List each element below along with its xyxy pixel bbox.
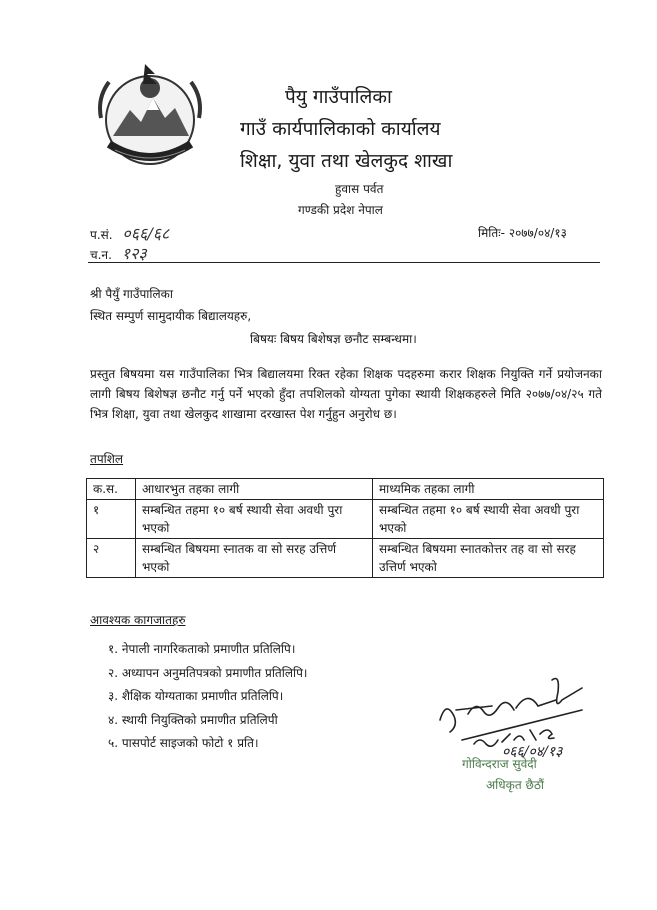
details-table [86, 478, 604, 578]
letter-subject: बिषयः बिषय बिशेषज्ञ छनौट सम्बन्धमा। [250, 332, 417, 346]
date-value: २०७७/०४/१३ [508, 226, 567, 240]
table-cell: १ [87, 500, 136, 539]
office-title: गाउँ कार्यपालिकाको कार्यालय [240, 118, 441, 140]
table-header-cell: माध्यमिक तहका लागी [373, 479, 604, 500]
signatory-role: अधिकृत छैठौं [486, 778, 545, 792]
ps-label: प.सं. [90, 228, 113, 242]
list-item: २. अध्यापन अनुमतिपत्रको प्रमाणीत प्रतिलिपि। [108, 665, 308, 680]
table-header-row [87, 479, 604, 500]
table-header-cell: आधारभुत तहका लागी [136, 479, 373, 500]
cn-label: च.न. [90, 248, 112, 262]
signature-icon [432, 670, 592, 760]
office-name: पैयु गाउँपालिका [285, 86, 392, 108]
recipient-line-2: स्थित सम्पुर्ण सामुदायीक बिद्यालयहरु, [90, 309, 252, 323]
office-section: शिक्षा, युवा तथा खेलकुद शाखा [240, 150, 453, 172]
table-cell: सम्बन्धित तहमा १० बर्ष स्थायी सेवा अवधी पुरा भएको [136, 500, 373, 539]
table-cell: सम्बन्धित बिषयमा स्नातकोत्तर तह वा सो सरह उत्तिर्ण भएको [373, 539, 604, 578]
date-label: मितिः- [478, 226, 505, 240]
recipient-line-1: श्री पैयुँ गाउँपालिका [90, 287, 173, 301]
reference-ps [90, 222, 169, 244]
table-cell: सम्बन्धित बिषयमा स्नातक वा सो सरह उत्तिर्ण भएको [136, 539, 373, 578]
details-heading: तपशिल [90, 452, 124, 466]
list-item: ५. पासपोर्ट साइजको फोटो १ प्रति। [108, 736, 259, 750]
letter-body: प्रस्तुत बिषयमा यस गाउँपालिका भित्र बिद्यालयमा रिक्त रहेका शिक्षक पदहरुमा करार शिक्षक नियुक्ति गर्ने प्रयोजनका लागी बिषय बिशेषज्ञ छनौट गर्नु पर्ने भएको हुँदा तपशिलको योग्यता पुगेका स्थायी शिक्षकहरुले मिति २०७७/०४/२५ गते भित्र शिक्षा, युवा तथा खेलकुद शाखामा दरखास्त पेश गर्नुहुन अनुरोध छ। [90, 367, 602, 421]
table-row [87, 500, 604, 539]
office-address: हुवास पर्वत [335, 182, 384, 196]
nepal-emblem-icon [95, 58, 205, 176]
table-cell: सम्बन्धित तहमा १० बर्ष स्थायी सेवा अवधी पुरा भएको [373, 500, 604, 539]
ps-value: ०६६/६८ [122, 224, 170, 243]
list-item: ४. स्थायी नियुक्तिको प्रमाणीत प्रतिलिपी [108, 712, 278, 727]
signature-date: ०६६/०४/१३ [502, 744, 563, 760]
signatory-name: गोविन्दराज सुवेदी [462, 757, 537, 771]
documents-list [108, 638, 307, 756]
letter-date [478, 224, 567, 241]
list-item: १. नेपाली नागरिकताको प्रमाणीत प्रतिलिपि। [108, 642, 296, 656]
header-divider [88, 262, 600, 263]
table-cell: २ [87, 539, 136, 578]
documents-heading: आवश्यक कागजातहरु [90, 613, 186, 627]
list-item: ३. शैक्षिक योग्यताका प्रमाणीत प्रतिलिपि। [108, 689, 284, 703]
table-header-cell: क.स. [87, 479, 136, 500]
table-row [87, 539, 604, 578]
cn-value: १२३ [121, 244, 147, 263]
office-province: गण्डकी प्रदेश नेपाल [298, 203, 383, 217]
reference-cn [90, 242, 147, 264]
